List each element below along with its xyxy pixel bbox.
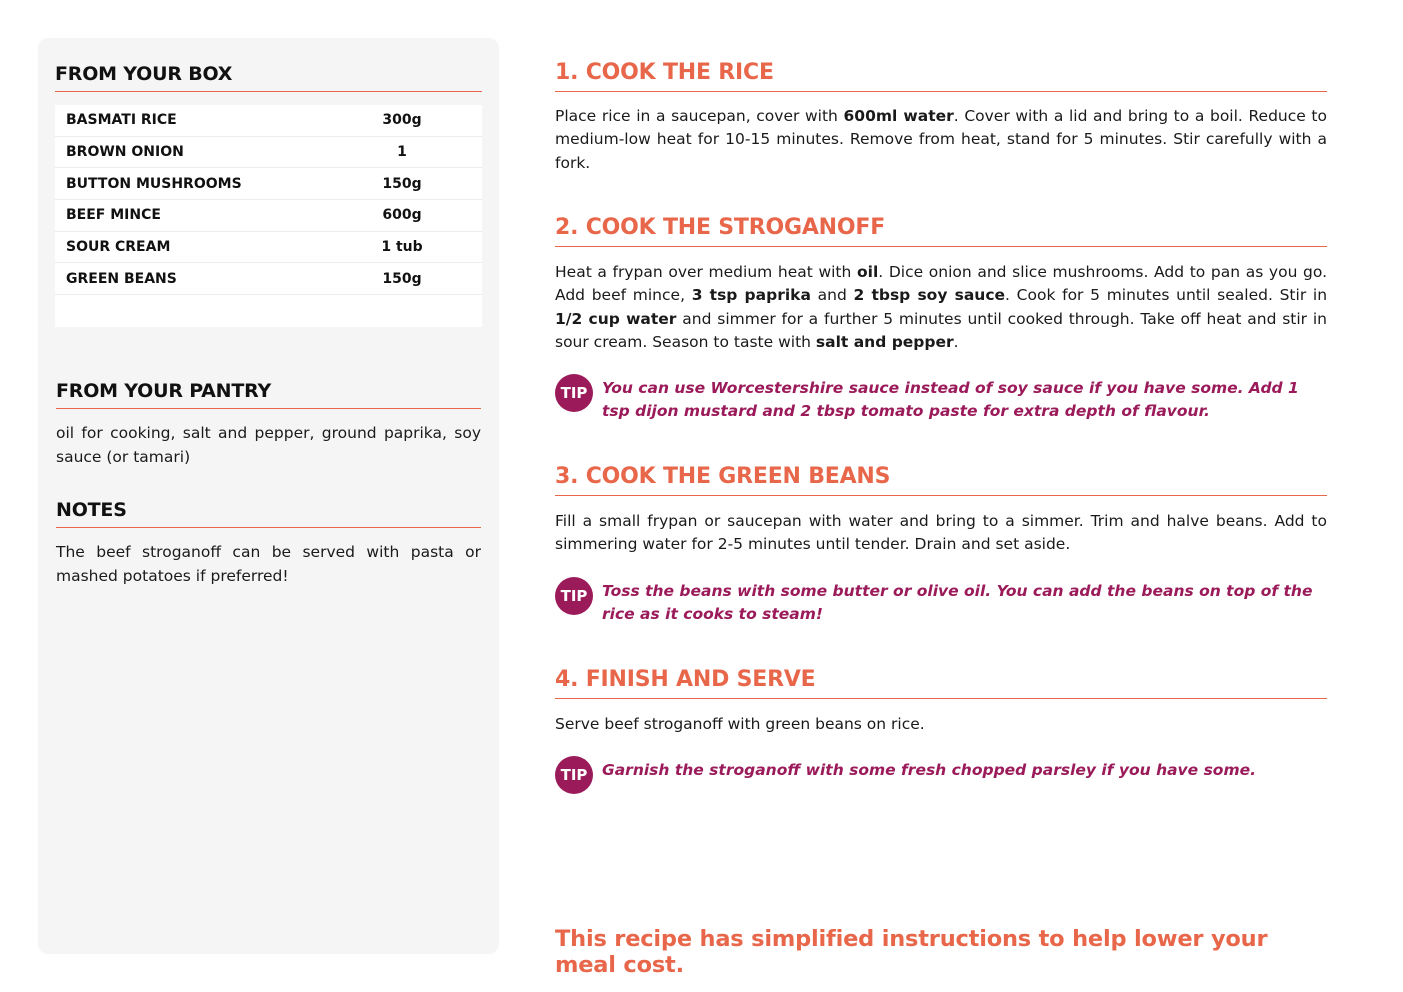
ingredient-row: [55, 263, 482, 295]
ingredient-qty: 150g: [382, 270, 422, 287]
ingredient-row: [55, 232, 482, 264]
ingredient-name: GREEN BEANS: [66, 270, 177, 287]
ingredient-name: SOUR CREAM: [66, 239, 171, 256]
bold-ingredient-text: oil: [856, 263, 879, 281]
bold-ingredient-text: 3 tsp paprika: [691, 286, 811, 305]
step-4-body: [555, 713, 1327, 736]
ingredient-row: [55, 168, 482, 200]
step-3-tip: [555, 580, 1327, 627]
step-text: Fill a small frypan or saucepan with water and bring to a simmer. Trim and halve beans. Add to simmering water for 2-5 minutes until tender. Drain and set aside.: [555, 512, 1327, 554]
ingredient-name: BEEF MINCE: [66, 207, 161, 224]
step-3-heading: 3. COOK THE GREEN BEANS: [555, 464, 1327, 496]
ingredient-qty: 1: [397, 144, 407, 161]
ingredient-qty: 150g: [382, 175, 422, 192]
tip-text: You can use Worcestershire sauce instead of soy sauce if you have some. Add 1 tsp dijon mustard and 2 tbsp tomato paste for extra depth of flavour.: [602, 379, 1299, 421]
step-text: . Cover with a lid and bring to a boil. Reduce to medium-low heat for 10-15 minutes. Remove from heat, stand for 5 minutes. Stir carefully with a fork.: [555, 107, 1327, 172]
tip-badge: TIP: [555, 756, 593, 794]
step-text: Serve beef stroganoff with green beans on rice.: [555, 715, 925, 733]
step-text: and: [810, 286, 854, 305]
tip-text: Garnish the stroganoff with some fresh chopped parsley if you have some.: [602, 761, 1256, 779]
step-text: . Cook for 5 minutes until sealed. Stir in: [1005, 286, 1328, 305]
ingredient-name: BASMATI RICE: [66, 112, 177, 129]
tip-text: Toss the beans with some butter or olive oil. You can add the beans on top of the rice as it cooks to steam!: [602, 582, 1313, 624]
pantry-text: oil for cooking, salt and pepper, ground paprika, soy sauce (or tamari): [56, 424, 481, 466]
tip-badge: TIP: [555, 577, 593, 615]
step-2-heading: 2. COOK THE STROGANOFF: [555, 215, 1327, 247]
ingredient-qty: 600g: [382, 207, 422, 224]
tip-badge: TIP: [555, 374, 593, 412]
ingredient-name: BROWN ONION: [66, 144, 184, 161]
bold-ingredient-text: salt and pepper: [815, 332, 954, 351]
step-2-body: [555, 261, 1327, 354]
box-ingredients-table: [55, 105, 482, 327]
step-2-tip: [555, 377, 1327, 424]
step-text: .: [953, 332, 959, 351]
ingredient-qty: 300g: [382, 112, 422, 129]
step-4-heading: 4. FINISH AND SERVE: [555, 667, 1327, 699]
step-text: Place rice in a saucepan, cover with: [555, 107, 844, 125]
step-1-body: [555, 105, 1327, 175]
ingredient-row: [55, 137, 482, 169]
bold-ingredient-text: 2 tbsp soy sauce: [853, 286, 1006, 305]
ingredient-qty: 1 tub: [381, 239, 423, 256]
step-3-body: [555, 510, 1327, 557]
ingredient-row: [55, 105, 482, 137]
step-text: and simmer for a further 5 minutes until cooked through. Take off heat and stir in sour cream. Season to taste with: [555, 309, 1328, 351]
step-1-heading: 1. COOK THE RICE: [555, 60, 1327, 92]
step-4-tip: [555, 759, 1327, 794]
ingredients-panel: [38, 38, 499, 954]
ingredient-name: BUTTON MUSHROOMS: [66, 175, 242, 192]
box-heading: FROM YOUR BOX: [55, 63, 482, 92]
bold-ingredient-text: 600ml water: [843, 107, 954, 125]
notes-heading: NOTES: [56, 499, 481, 528]
ingredient-row: [55, 200, 482, 232]
pantry-heading: FROM YOUR PANTRY: [56, 380, 481, 409]
step-text: . Dice onion and slice mushrooms. Add to pan as you go. Add beef mince,: [555, 263, 1327, 305]
step-text: Heat a frypan over medium heat with: [555, 263, 857, 281]
footer-note: This recipe has simplified instructions to help lower your meal cost.: [555, 926, 1268, 978]
notes-text: The beef stroganoff can be served with pasta or mashed potatoes if preferred!: [56, 543, 481, 585]
bold-ingredient-text: 1/2 cup water: [555, 309, 677, 328]
